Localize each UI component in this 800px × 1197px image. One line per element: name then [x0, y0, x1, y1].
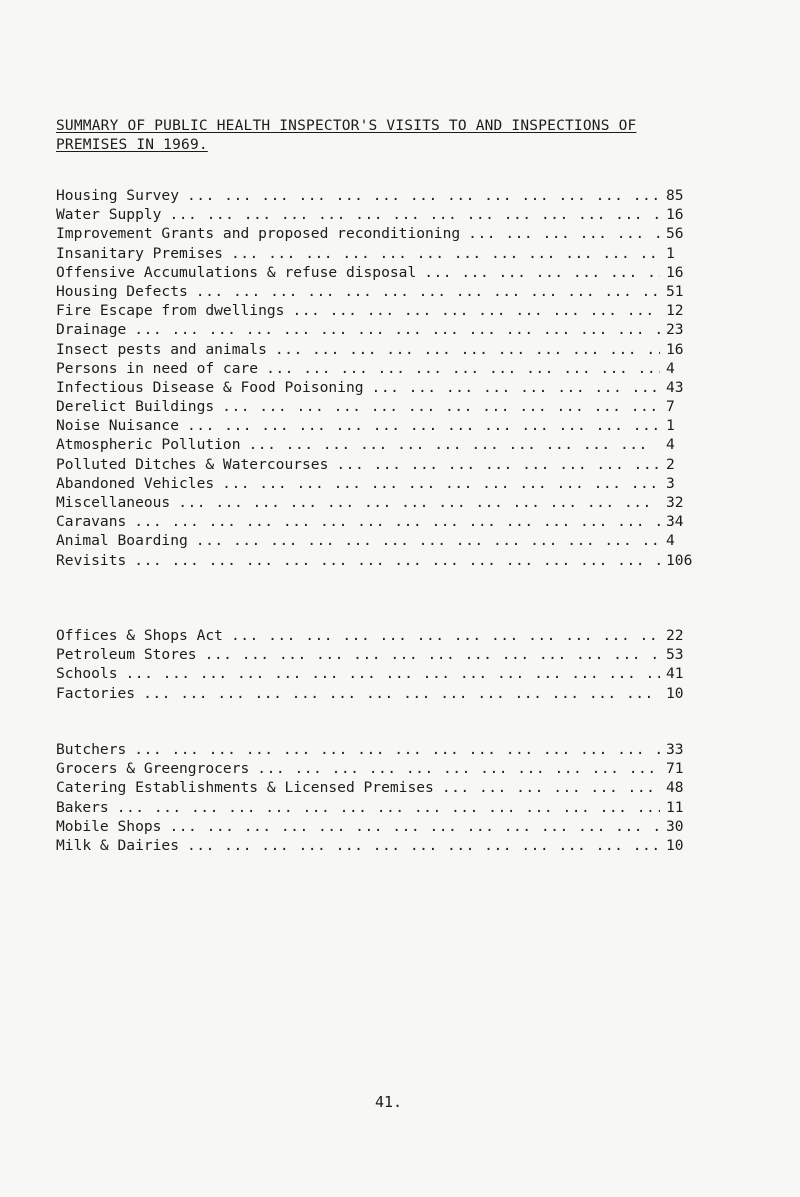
row-value: 16: [666, 340, 684, 358]
table-row: [56, 224, 696, 243]
table-row: [56, 378, 696, 397]
table-row: [56, 474, 696, 493]
table-row: [56, 664, 696, 683]
section-food-premises: [56, 740, 696, 855]
table-row: [56, 186, 696, 205]
row-label: Noise Nuisance: [56, 417, 180, 435]
row-label: Caravans: [56, 513, 127, 531]
row-value: 4: [666, 359, 675, 377]
row-value: 4: [666, 532, 675, 550]
row-value: 43: [666, 378, 684, 396]
row-value: 7: [666, 398, 675, 416]
dot-leader: [222, 474, 660, 493]
row-value: 56: [666, 225, 684, 243]
dot-leader: [134, 320, 660, 339]
dot-leader: [372, 378, 660, 397]
row-value: 12: [666, 302, 684, 320]
dot-leader: [196, 531, 660, 550]
table-row: [56, 301, 696, 320]
table-row: [56, 205, 696, 224]
row-label: Persons in need of care: [56, 359, 259, 377]
page-number: 41.: [375, 1093, 403, 1111]
row-label: Factories: [56, 684, 136, 702]
dot-leader: [117, 798, 660, 817]
table-row: [56, 778, 696, 797]
table-row: [56, 740, 696, 759]
dot-leader: [134, 740, 660, 759]
table-row: [56, 836, 696, 855]
dot-leader: [178, 493, 660, 512]
dot-leader: [143, 684, 660, 703]
table-row: [56, 435, 696, 454]
row-value: 23: [666, 321, 684, 339]
dot-leader: [292, 301, 660, 320]
table-row: [56, 798, 696, 817]
table-row: [56, 493, 696, 512]
dot-leader: [205, 645, 660, 664]
row-value: 33: [666, 741, 684, 758]
row-label: Miscellaneous: [56, 494, 171, 511]
table-row: [56, 551, 696, 570]
row-label: Butchers: [56, 741, 127, 758]
row-label: Housing Defects: [56, 282, 188, 300]
row-value: 16: [666, 206, 684, 224]
table-row: [56, 263, 696, 282]
row-value: 22: [666, 627, 684, 644]
table-row: [56, 244, 696, 263]
dot-leader: [126, 664, 660, 683]
row-label: Insanitary Premises: [56, 244, 223, 262]
row-value: 16: [666, 263, 684, 281]
row-value: 1: [666, 244, 675, 262]
row-value: 34: [666, 513, 684, 531]
dot-leader: [187, 416, 660, 435]
title-line-2: PREMISES IN 1969.: [56, 137, 208, 153]
row-label: Bakers: [56, 798, 109, 816]
row-value: 4: [666, 436, 675, 454]
dot-leader: [468, 224, 660, 243]
dot-leader: [275, 340, 660, 359]
row-label: Abandoned Vehicles: [56, 474, 215, 492]
row-label: Revisits: [56, 551, 127, 569]
row-label: Mobile Shops: [56, 817, 162, 835]
dot-leader: [257, 759, 660, 778]
row-value: 2: [666, 455, 675, 473]
table-row: [56, 455, 696, 474]
dot-leader: [187, 836, 660, 855]
row-label: Improvement Grants and proposed reconditioning: [56, 225, 461, 243]
row-value: 3: [666, 474, 675, 492]
table-row: [56, 512, 696, 531]
table-row: [56, 320, 696, 339]
table-row: [56, 759, 696, 778]
row-label: Derelict Buildings: [56, 398, 215, 416]
dot-leader: [266, 359, 660, 378]
row-label: Housing Survey: [56, 187, 180, 204]
dot-leader: [134, 551, 660, 570]
row-label: Infectious Disease & Food Poisoning: [56, 378, 364, 396]
row-label: Polluted Ditches & Watercourses: [56, 455, 329, 473]
table-row: [56, 340, 696, 359]
dot-leader: [169, 817, 660, 836]
row-value: 85: [666, 187, 684, 204]
row-label: Fire Escape from dwellings: [56, 302, 285, 320]
dot-leader: [336, 455, 660, 474]
row-label: Atmospheric Pollution: [56, 436, 241, 454]
row-value: 10: [666, 684, 684, 702]
row-label: Offensive Accumulations & refuse disposal: [56, 263, 417, 281]
section-premises-acts: [56, 626, 696, 703]
dot-leader: [442, 778, 660, 797]
row-label: Insect pests and animals: [56, 340, 267, 358]
table-row: [56, 397, 696, 416]
row-value: 30: [666, 817, 684, 835]
table-row: [56, 645, 696, 664]
row-label: Animal Boarding: [56, 532, 188, 550]
dot-leader: [187, 186, 660, 205]
table-row: [56, 626, 696, 645]
row-value: 106: [666, 551, 693, 569]
row-label: Petroleum Stores: [56, 646, 197, 664]
row-value: 41: [666, 665, 684, 683]
table-row: [56, 817, 696, 836]
title-line-1: SUMMARY OF PUBLIC HEALTH INSPECTOR'S VISITS TO AND INSPECTIONS OF: [56, 118, 637, 134]
row-value: 10: [666, 836, 684, 854]
row-label: Offices & Shops Act: [56, 627, 223, 644]
dot-leader: [134, 512, 660, 531]
table-row: [56, 684, 696, 703]
dot-leader: [249, 435, 660, 454]
dot-leader: [424, 263, 660, 282]
row-label: Catering Establishments & Licensed Premises: [56, 779, 434, 797]
row-value: 53: [666, 646, 684, 664]
row-value: 51: [666, 282, 684, 300]
table-row: [56, 416, 696, 435]
table-row: [56, 531, 696, 550]
row-value: 11: [666, 798, 684, 816]
row-label: Drainage: [56, 321, 127, 339]
row-value: 1: [666, 417, 675, 435]
page-title: [56, 117, 696, 155]
row-label: Water Supply: [56, 206, 162, 224]
dot-leader: [231, 244, 660, 263]
table-row: [56, 359, 696, 378]
row-value: 32: [666, 494, 684, 511]
dot-leader: [231, 626, 660, 645]
section-general-inspections: [56, 186, 696, 570]
dot-leader: [222, 397, 660, 416]
row-label: Schools: [56, 665, 118, 683]
row-value: 71: [666, 760, 684, 778]
table-row: [56, 282, 696, 301]
row-label: Grocers & Greengrocers: [56, 760, 250, 778]
row-value: 48: [666, 779, 684, 797]
dot-leader: [169, 205, 660, 224]
row-label: Milk & Dairies: [56, 836, 180, 854]
dot-leader: [196, 282, 660, 301]
